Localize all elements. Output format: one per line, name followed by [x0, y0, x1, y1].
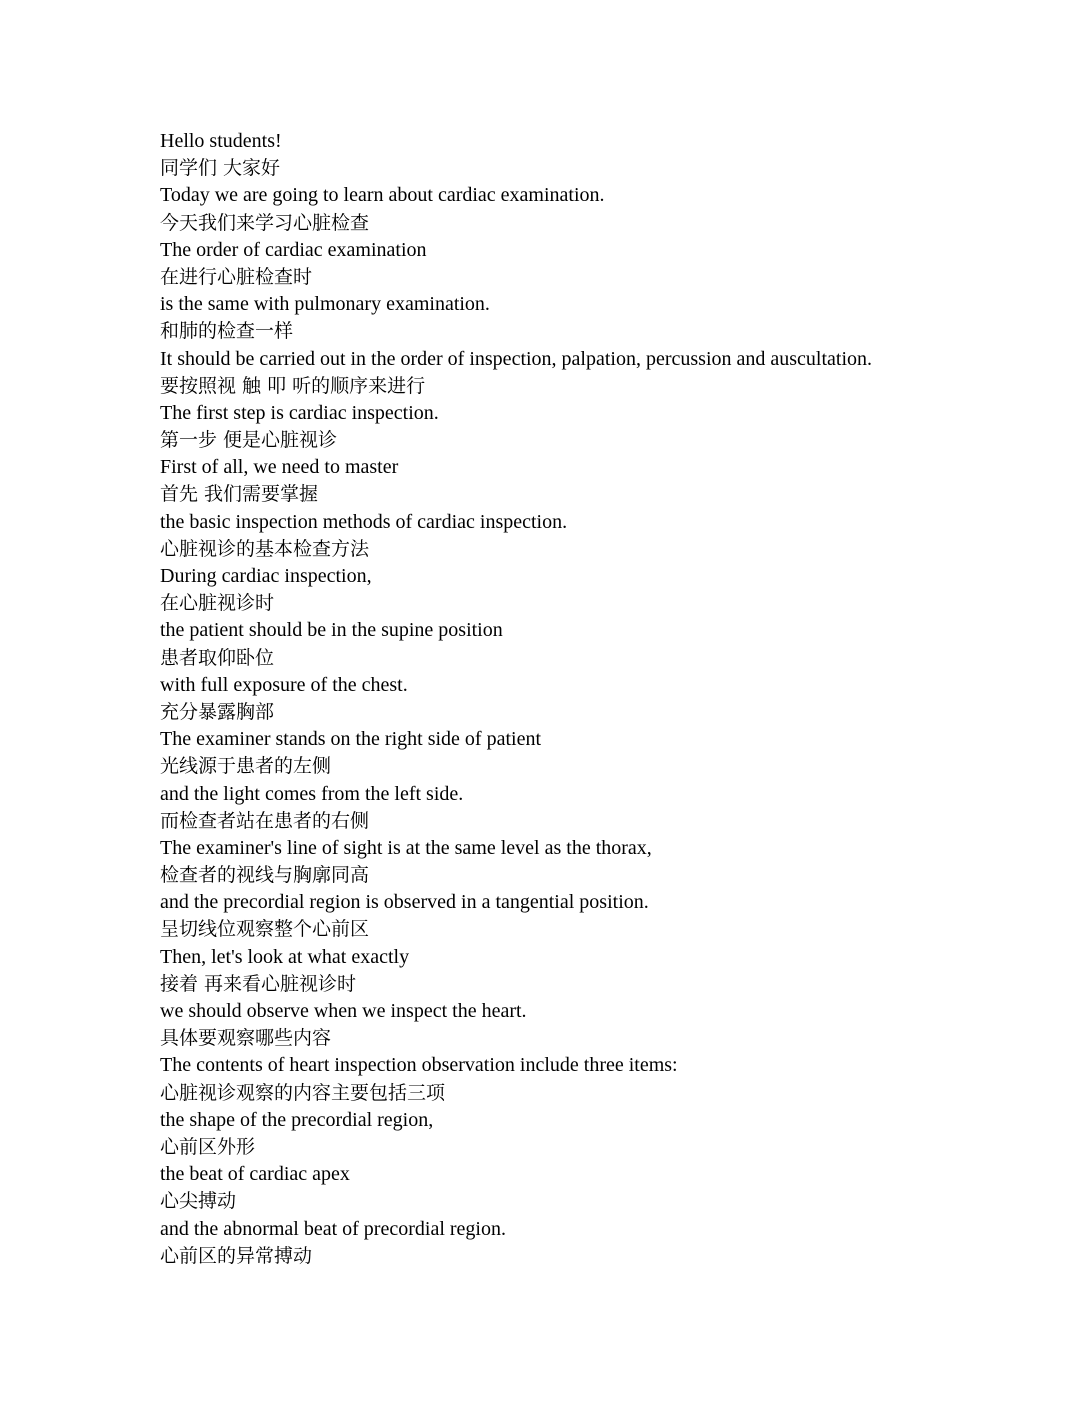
english-line: The examiner's line of sight is at the same level as the thorax,	[160, 836, 652, 859]
chinese-line: 心尖搏动	[160, 1190, 237, 1213]
english-line: with full exposure of the chest.	[160, 673, 408, 696]
chinese-line: 患者取仰卧位	[160, 646, 275, 669]
chinese-line: 同学们 大家好	[160, 157, 281, 180]
english-line: The first step is cardiac inspection.	[160, 401, 439, 424]
english-line: During cardiac inspection,	[160, 565, 372, 587]
chinese-line: 在进行心脏检查时	[160, 265, 313, 288]
chinese-line: 呈切线位观察整个心前区	[160, 918, 370, 941]
chinese-line: 和肺的检查一样	[160, 320, 294, 343]
chinese-line: 第一步 便是心脏视诊	[160, 429, 338, 452]
chinese-line: 心前区的异常搏动	[160, 1244, 313, 1267]
english-line: First of all, we need to master	[160, 456, 399, 479]
chinese-line: 心前区外形	[160, 1135, 256, 1158]
chinese-line: 检查者的视线与胸廓同高	[160, 864, 370, 887]
english-line: The contents of heart inspection observation include three items:	[160, 1054, 678, 1077]
chinese-line: 心脏视诊观察的内容主要包括三项	[160, 1081, 446, 1104]
english-line: and the precordial region is observed in a tangential position.	[160, 891, 649, 914]
chinese-line: 接着 再来看心脏视诊时	[160, 972, 357, 995]
english-line: and the light comes from the left side.	[160, 782, 464, 805]
english-line: The order of cardiac examination	[160, 238, 427, 261]
chinese-line: 光线源于患者的左侧	[160, 755, 332, 778]
english-line: The examiner stands on the right side of patient	[160, 728, 542, 751]
chinese-line: 首先 我们需要掌握	[160, 483, 319, 506]
chinese-line: 具体要观察哪些内容	[160, 1027, 332, 1050]
english-line: is the same with pulmonary examination.	[160, 293, 490, 316]
english-line: Hello students!	[160, 130, 282, 152]
english-line: It should be carried out in the order of inspection, palpation, percussion and auscultation.	[160, 347, 873, 370]
chinese-line: 充分暴露胸部	[160, 700, 275, 723]
english-line: the patient should be in the supine position	[160, 619, 503, 642]
english-line: we should observe when we inspect the heart.	[160, 1000, 527, 1022]
english-line: the shape of the precordial region,	[160, 1108, 434, 1131]
chinese-line: 今天我们来学习心脏检查	[160, 211, 370, 234]
chinese-line: 要按照视 触 叩 听的顺序来进行	[160, 374, 426, 397]
english-line: Then, let's look at what exactly	[160, 945, 410, 968]
english-line: the basic inspection methods of cardiac inspection.	[160, 510, 568, 533]
chinese-line: 而检查者站在患者的右侧	[160, 809, 370, 832]
english-line: the beat of cardiac apex	[160, 1163, 350, 1186]
chinese-line: 在心脏视诊时	[160, 592, 275, 615]
english-line: and the abnormal beat of precordial region.	[160, 1217, 506, 1240]
chinese-line: 心脏视诊的基本检查方法	[160, 537, 370, 560]
english-line: Today we are going to learn about cardiac examination.	[160, 184, 605, 207]
transcript-body	[160, 128, 1040, 1270]
